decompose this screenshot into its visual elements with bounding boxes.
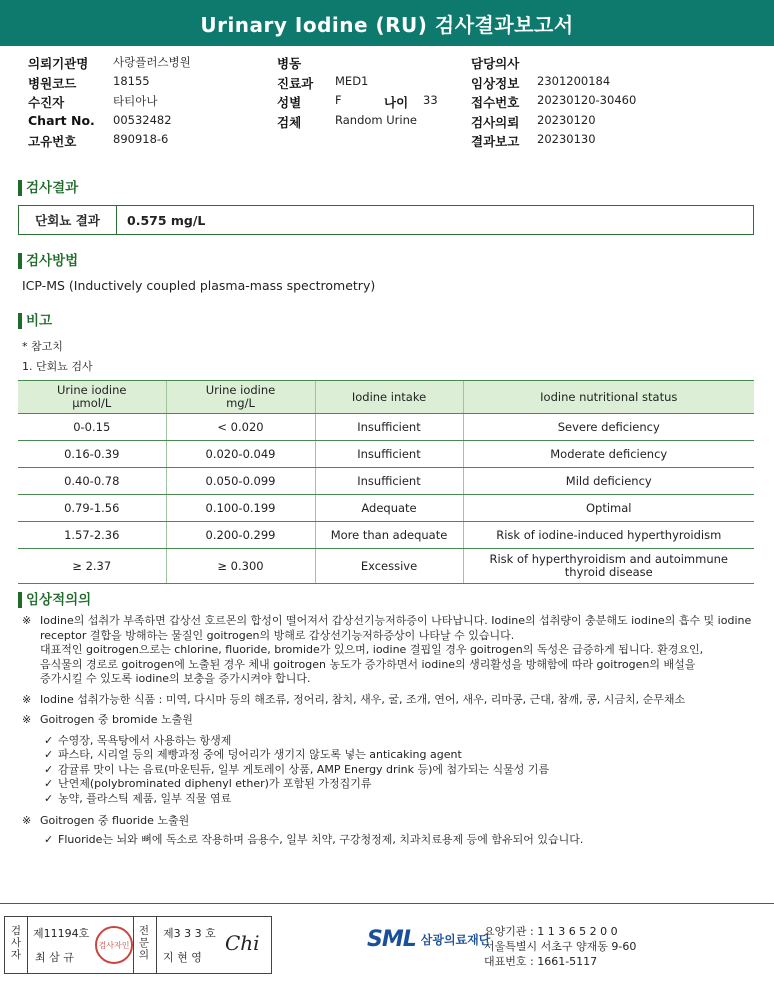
specialist-number: 제3 3 3 호 <box>163 927 216 940</box>
result-label: 단회뇨 결과 <box>19 206 117 234</box>
clinical-paragraph: ※ Iodine의 섭취가 부족하면 갑상선 호르몬의 합성이 떨어져서 갑상선기능저하증이 나타납니다. Iodine의 섭취량이 충분해도 iodine의 흡수 및 iodine receptor 결합을 방해하는 물질인 goitrogen의 방해로 갑상선기능저하증상이 나타날 수 있습니다. 대표적인 goitrogen으로는 chlorine, fluoride, bromide가 있으며, iodine 결핍일 경우 goitrogen의 독성은 급증하게 됩니다. 환경요인, 음식물의 경로로 goitrogen에 노출된 경우 체내 goitrogen 농도가 증가하면서 iodine의 생리활성을 방해함에 따라 goitrogen의 배설을 증가시킬 수 있도록 iodine의 보충을 증가시켜야 합니다. <box>22 614 752 685</box>
info-value: 20230130 <box>537 132 596 146</box>
cell-status: Severe deficiency <box>463 414 754 441</box>
check-icon: ✓ <box>44 733 54 747</box>
info-value: 사랑플러스병원 <box>113 55 191 69</box>
info-label: 임상정보 <box>471 75 520 91</box>
check-icon: ✓ <box>44 832 54 846</box>
org-name: 삼광의료재단 <box>420 933 491 947</box>
org-address: 요양기관 : 1 1 3 6 5 2 0 0 서울특별시 서초구 양재동 9-60 대표번호 : 1661-5117 <box>484 925 637 968</box>
cell-mg: 0.020-0.049 <box>166 441 315 468</box>
header-mg: Urine iodine mg/L <box>166 381 315 414</box>
list-item: ✓ 감귤류 맛이 나는 음료(마운틴듀, 일부 게토레이 상품, AMP Energy drink 등)에 첨가되는 식물성 기름 <box>44 762 550 776</box>
info-label: 고유번호 <box>28 134 77 149</box>
report-title: Urinary Iodine (RU) 검사결과보고서 <box>0 0 774 46</box>
reference-mark-icon: ※ <box>22 614 32 627</box>
info-label: 검체 <box>277 114 302 130</box>
cell-intake: Insufficient <box>315 414 463 441</box>
info-label: 진료과 <box>277 75 314 91</box>
info-label: 병원코드 <box>28 75 77 91</box>
bromide-title: ※ Goitrogen 중 bromide 노출원 <box>22 713 193 726</box>
signature-box <box>4 916 272 974</box>
age-label: 나이 <box>384 95 409 110</box>
logo-mark: SML <box>367 927 416 952</box>
cell-status: Risk of hyperthyroidism and autoimmune thyroid disease <box>463 549 754 584</box>
info-label: 수진자 <box>28 95 65 110</box>
reference-mark-icon: ※ <box>22 692 32 706</box>
table-row <box>18 441 754 468</box>
info-value: 00532482 <box>113 112 172 127</box>
info-value: 2301200184 <box>537 73 611 88</box>
cell-umol: 0-0.15 <box>18 414 166 441</box>
cell-umol: 0.16-0.39 <box>18 441 166 468</box>
reference-table <box>18 380 754 584</box>
fluoride-list <box>22 833 762 848</box>
cell-intake: Insufficient <box>315 468 463 495</box>
list-item: ✓ Fluoride는 뇌와 뼈에 독소로 작용하며 음용수, 일부 치약, 구강청정제, 치과치료용제 등에 함유되어 있습니다. <box>44 832 584 846</box>
method-text: ICP-MS (Inductively coupled plasma-mass spectrometry) <box>22 278 376 293</box>
org-logo <box>367 927 490 952</box>
list-item: ✓ 파스타, 시리얼 등의 제빵과정 중에 덩어리가 생기지 않도록 넣는 anticaking agent <box>44 748 462 761</box>
section-remarks-heading: 비고 <box>18 313 52 329</box>
info-value: 타티아나 <box>113 94 158 108</box>
info-label: 성별 <box>277 95 302 110</box>
table-row <box>18 495 754 522</box>
cell-status: Optimal <box>463 495 754 522</box>
section-method-heading: 검사방법 <box>18 253 78 269</box>
info-label: 의뢰기관명 <box>28 56 89 71</box>
cell-mg: < 0.020 <box>166 414 315 441</box>
table-row <box>18 414 754 441</box>
bromide-list <box>22 734 762 807</box>
table-row <box>18 549 754 584</box>
reference-mark-icon: ※ <box>22 814 32 827</box>
check-icon: ✓ <box>44 762 54 776</box>
cell-umol: 0.40-0.78 <box>18 468 166 495</box>
cell-status: Mild deficiency <box>463 468 754 495</box>
info-value: 18155 <box>113 73 150 88</box>
cell-intake: More than adequate <box>315 522 463 549</box>
header-umol: Urine iodine μmol/L <box>18 381 166 414</box>
cell-mg: 0.050-0.099 <box>166 468 315 495</box>
list-item: ✓ 수영장, 목욕탕에서 사용하는 항생제 <box>44 733 232 747</box>
check-icon: ✓ <box>44 791 54 805</box>
section-clinical-heading: 임상적의의 <box>18 592 91 608</box>
check-icon: ✓ <box>44 777 54 790</box>
specialist-name: 지 현 영 <box>163 951 202 964</box>
cell-status: Risk of iodine-induced hyperthyroidism <box>463 522 754 549</box>
reference-mark-icon: ※ <box>22 713 32 726</box>
remarks-item: 1. 단회뇨 검사 <box>22 360 93 373</box>
list-item: ✓ 농약, 플라스틱 제품, 일부 직물 염료 <box>44 791 232 805</box>
result-value: 0.575 mg/L <box>127 212 206 228</box>
info-value: 890918-6 <box>113 132 169 146</box>
cell-intake: Excessive <box>315 549 463 584</box>
cell-mg: ≥ 0.300 <box>166 549 315 584</box>
specialist-label: 전문의 <box>138 925 150 961</box>
cell-umol: 0.79-1.56 <box>18 495 166 522</box>
cell-intake: Adequate <box>315 495 463 522</box>
info-value: 20230120-30460 <box>537 93 637 107</box>
inspector-number: 제11194호 <box>33 927 90 940</box>
footer-divider <box>0 903 774 904</box>
table-row <box>18 468 754 495</box>
header-status: Iodine nutritional status <box>463 381 754 414</box>
info-label: 접수번호 <box>471 95 520 110</box>
info-label: Chart No. <box>28 112 95 128</box>
result-box <box>18 205 754 235</box>
info-value: MED1 <box>335 73 369 88</box>
cell-intake: Insufficient <box>315 441 463 468</box>
cell-mg: 0.100-0.199 <box>166 495 315 522</box>
info-label: 검사의뢰 <box>471 114 520 130</box>
header-intake: Iodine intake <box>315 381 463 414</box>
cell-status: Moderate deficiency <box>463 441 754 468</box>
info-label: 병동 <box>277 56 302 71</box>
info-value: 20230120 <box>537 112 596 127</box>
info-label: 담당의사 <box>471 56 520 71</box>
info-label: 결과보고 <box>471 134 520 149</box>
clinical-foods: ※ Iodine 섭취가능한 식품 : 미역, 다시마 등의 해조류, 정어리, 참치, 새우, 굴, 조개, 연어, 새우, 리마콩, 근대, 참깨, 콩, 시금치, 순무채소 <box>22 692 686 706</box>
patient-info <box>28 54 768 152</box>
inspector-name: 최 삼 규 <box>35 951 74 964</box>
cell-umol: 1.57-2.36 <box>18 522 166 549</box>
cell-umol: ≥ 2.37 <box>18 549 166 584</box>
clinical-text <box>22 614 762 847</box>
signature: Chi <box>225 931 260 955</box>
section-result-heading: 검사결과 <box>18 180 78 196</box>
cell-mg: 0.200-0.299 <box>166 522 315 549</box>
table-row <box>18 522 754 549</box>
info-value: Random Urine <box>335 112 417 127</box>
info-value: F <box>335 93 342 107</box>
list-item: ✓ 난연제(polybrominated diphenyl ether)가 포함된 가정집기류 <box>44 777 372 790</box>
seal-stamp-icon: 검사자인 <box>95 926 133 964</box>
age-value: 33 <box>423 93 438 107</box>
remarks-ref: * 참고치 <box>22 340 63 353</box>
fluoride-title: ※ Goitrogen 중 fluoride 노출원 <box>22 814 190 827</box>
table-header-row <box>18 381 754 414</box>
check-icon: ✓ <box>44 748 54 761</box>
inspector-label: 검사자 <box>10 925 22 961</box>
